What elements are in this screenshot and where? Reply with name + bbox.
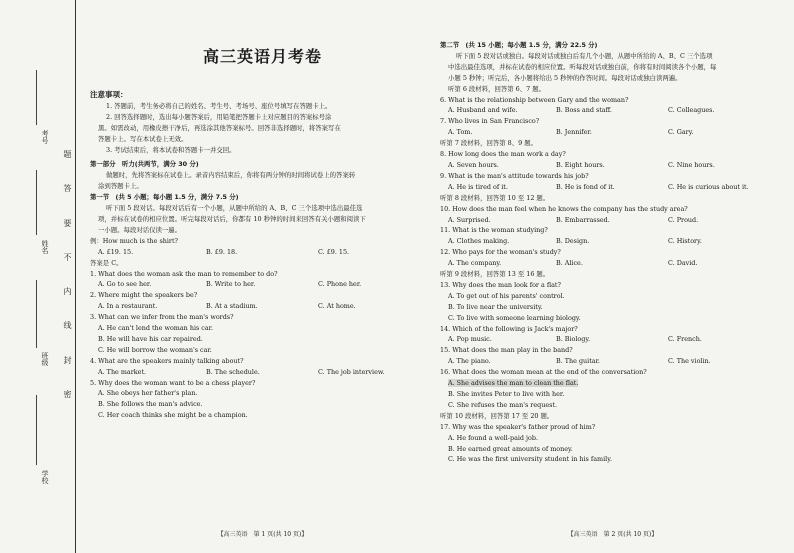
question-options bbox=[440, 105, 785, 116]
question-options bbox=[440, 356, 785, 367]
question: 13. Why does the man look for a flat? bbox=[440, 280, 561, 289]
option: B. Alice. bbox=[556, 259, 583, 268]
note-item: 黑。如需改动，用橡皮擦干净后，再选涂其他答案标号。回答非选择题时，将答案写在 bbox=[98, 123, 341, 132]
seal-char: 密 bbox=[63, 389, 72, 410]
option: C. To live with someone learning biology. bbox=[448, 313, 581, 322]
option: A. £19. 15. bbox=[98, 247, 134, 256]
option: A. She advises the man to clean the flat. bbox=[448, 379, 579, 388]
question: 5. Why does the woman want to be a chess player? bbox=[90, 378, 256, 387]
material-heading: 听第 8 段材料，回答第 10 至 12 题。 bbox=[440, 193, 550, 202]
question: 17. Why was the speaker's father proud of him? bbox=[440, 422, 596, 431]
section-intro: 中选出最佳选项，并标在试卷的相应位置。听每段对话或独白前，你将有时间阅读各个小题，每 bbox=[448, 62, 717, 71]
blank-name bbox=[36, 170, 37, 235]
part-heading: 第一部分 听力(共两节，满分 30 分) bbox=[90, 160, 199, 169]
question: 1. What does the woman ask the man to remember to do? bbox=[90, 269, 278, 278]
section-intro: 小题 5 秒钟；听完后，各小题将给出 5 秒钟的作答时间。每段对话或独白读两遍。 bbox=[448, 73, 682, 82]
note-item: 3. 考试结束后，将本试卷和答题卡一并交回。 bbox=[106, 145, 236, 154]
option: C. Gary. bbox=[668, 128, 694, 137]
note-item: 1. 答题前，考生务必将自己的姓名、考生号、考场号、座位号填写在答题卡上。 bbox=[106, 101, 332, 110]
option: A. The company. bbox=[448, 259, 502, 268]
question: 14. Which of the following is Jack's major? bbox=[440, 324, 578, 333]
option: B. At a stadium. bbox=[206, 302, 258, 311]
note-item: 2. 回答选择题时，选出每小题答案后，用铅笔把答题卡上对应题目的答案标号涂 bbox=[106, 112, 332, 121]
option: C. Nine hours. bbox=[668, 160, 715, 169]
seal-char: 封 bbox=[63, 355, 72, 376]
material-heading: 听第 9 段材料，回答第 13 至 16 题。 bbox=[440, 270, 550, 279]
option: C. He is curious about it. bbox=[668, 182, 749, 191]
section-intro: 项，并标在试卷的相应位置。听完每段对话后，你都有 10 秒钟的时间来回答有关小题和阅读下 bbox=[98, 214, 366, 223]
option: B. Biology. bbox=[556, 335, 591, 344]
option: A. The market. bbox=[98, 367, 147, 376]
question: 11. What is the woman studying? bbox=[440, 226, 548, 235]
notes-heading: 注意事项： bbox=[90, 90, 128, 99]
label-exam-number: 考号 bbox=[41, 130, 49, 144]
option: B. He is fond of it. bbox=[556, 182, 615, 191]
blank-exam-number bbox=[36, 70, 37, 125]
material-heading: 听第 6 段材料，回答第 6、7 题。 bbox=[448, 84, 546, 93]
seal-char: 题 bbox=[63, 150, 72, 170]
section-intro: 听下面 5 段对话。每段对话后有一个小题，从题中所给的 A、B、C 三个选项中选出最佳选 bbox=[106, 204, 363, 213]
option: C. Proud. bbox=[668, 215, 699, 224]
option: B. Write to her. bbox=[206, 280, 256, 289]
option: B. He earned great amounts of money. bbox=[448, 444, 573, 453]
part-intro: 涂到答题卡上。 bbox=[98, 182, 143, 191]
option: C. The violin. bbox=[668, 357, 711, 366]
note-item: 答题卡上。写在本试卷上无效。 bbox=[98, 134, 188, 143]
option: A. She obeys her father's plan. bbox=[98, 389, 198, 398]
question: 7. Who lives in San Francisco? bbox=[440, 117, 540, 126]
question: 4. What are the speakers mainly talking about? bbox=[90, 356, 244, 365]
question: 15. What does the man play in the band? bbox=[440, 346, 573, 355]
option: A. In a restaurant. bbox=[98, 302, 158, 311]
question-options bbox=[90, 301, 435, 312]
option: C. She refuses the man's request. bbox=[448, 400, 557, 409]
seal-char: 答 bbox=[63, 184, 72, 205]
seal-char: 线 bbox=[63, 321, 72, 342]
option: C. At home. bbox=[318, 302, 356, 311]
example-answer: 答案是 C。 bbox=[90, 258, 123, 267]
material-heading: 听第 10 段材料，回答第 17 至 20 题。 bbox=[440, 411, 554, 420]
question-options bbox=[440, 160, 785, 171]
material-heading: 听第 7 段材料，回答第 8、9 题。 bbox=[440, 139, 538, 148]
page-1 bbox=[90, 0, 435, 553]
option: B. Jennifer. bbox=[556, 128, 592, 137]
option: A. Pop music. bbox=[448, 335, 492, 344]
section-heading: 第二节 (共 15 小题；每小题 1.5 分，满分 22.5 分) bbox=[440, 41, 598, 49]
section-intro: 一小题。每段对话仅读一遍。 bbox=[98, 225, 182, 234]
option: A. Surprised. bbox=[448, 215, 491, 224]
option: B. She invites Peter to live with her. bbox=[448, 390, 565, 398]
question-options bbox=[440, 334, 785, 345]
option: B. He will have his car repaired. bbox=[98, 334, 203, 343]
option: C. Phone her. bbox=[318, 280, 362, 289]
example-options bbox=[90, 247, 435, 258]
option: B. To live near the university. bbox=[448, 302, 543, 311]
question: 6. What is the relationship between Gary and the woman? bbox=[440, 95, 629, 104]
question: 3. What can we infer from the man's words? bbox=[90, 313, 234, 322]
binding-margin bbox=[0, 0, 76, 553]
option: A. He is tired of it. bbox=[448, 182, 508, 191]
option: C. He was the first university student in his family. bbox=[448, 455, 612, 464]
section-intro: 听下面 5 段对话或独白。每段对话或独白后有几个小题，从题中所给的 A、B、C 三个选项 bbox=[456, 51, 713, 60]
question: 8. How long does the man work a day? bbox=[440, 150, 566, 159]
option: B. £9. 18. bbox=[206, 247, 238, 256]
option: B. Design. bbox=[556, 237, 590, 246]
question-options bbox=[440, 258, 785, 269]
option: B. Boss and staff. bbox=[556, 106, 612, 115]
seal-char: 要 bbox=[63, 218, 72, 239]
page-2 bbox=[440, 0, 785, 553]
option: C. French. bbox=[668, 335, 702, 344]
question-options bbox=[440, 215, 785, 226]
option: B. Eight hours. bbox=[556, 160, 605, 169]
page-footer: 【高三英语 第 2 页(共 10 页)】 bbox=[567, 531, 658, 539]
option: B. The schedule. bbox=[206, 367, 260, 376]
page-footer: 【高三英语 第 1 页(共 10 页)】 bbox=[217, 531, 308, 539]
label-class: 班级 bbox=[41, 352, 49, 366]
option: C. History. bbox=[668, 237, 702, 246]
option: A. He can't lend the woman his car. bbox=[98, 324, 214, 333]
option: A. The piano. bbox=[448, 357, 491, 366]
seal-char: 内 bbox=[63, 287, 72, 308]
label-name: 姓名 bbox=[41, 240, 49, 254]
question-options bbox=[90, 279, 435, 290]
question-options bbox=[440, 182, 785, 193]
option: A. Tom. bbox=[448, 128, 473, 137]
question-options bbox=[90, 367, 435, 378]
option: C. Colleagues. bbox=[668, 106, 715, 115]
option: C. He will borrow the woman's car. bbox=[98, 345, 212, 354]
option: A. He found a well-paid job. bbox=[448, 433, 538, 442]
question: 9. What is the man's attitude towards his job? bbox=[440, 171, 589, 180]
question: 12. Who pays for the woman's study? bbox=[440, 248, 561, 257]
option: A. To get out of his parents' control. bbox=[448, 291, 565, 300]
option: C. £9. 15. bbox=[318, 247, 350, 256]
question: 10. How does the man feel when he knows the company has the study area? bbox=[440, 204, 688, 213]
part-intro: 做题时，先将答案标在试卷上。录音内容结束后，你将有两分钟的时间将试卷上的答案转 bbox=[106, 171, 356, 180]
option: C. Her coach thinks she might be a champion. bbox=[98, 411, 248, 420]
question: 2. Where might the speakers be? bbox=[90, 291, 198, 300]
option: C. The job interview. bbox=[318, 367, 385, 376]
option: A. Seven hours. bbox=[448, 160, 499, 169]
label-school: 学校 bbox=[41, 470, 49, 484]
option: B. Embarrassed. bbox=[556, 215, 610, 224]
option: C. David. bbox=[668, 259, 698, 268]
blank-class bbox=[36, 280, 37, 348]
option: A. Go to see her. bbox=[98, 280, 152, 289]
page-title: 高三英语月考卷 bbox=[202, 47, 322, 66]
question: 16. What does the woman mean at the end of the conversation? bbox=[440, 368, 647, 377]
blank-school bbox=[36, 395, 37, 465]
seal-char: 不 bbox=[63, 252, 72, 273]
question-options bbox=[440, 236, 785, 247]
option: A. Clothes making. bbox=[448, 237, 510, 246]
seal-line-text bbox=[62, 150, 73, 410]
option: A. Husband and wife. bbox=[448, 106, 518, 115]
example-question: 例：How much is the shirt? bbox=[90, 236, 178, 245]
option: B. The guitar. bbox=[556, 357, 600, 366]
section-heading: 第一节 (共 5 小题；每小题 1.5 分，满分 7.5 分) bbox=[90, 193, 239, 202]
question-options bbox=[440, 127, 785, 138]
option: B. She follows the man's advice. bbox=[98, 400, 203, 409]
